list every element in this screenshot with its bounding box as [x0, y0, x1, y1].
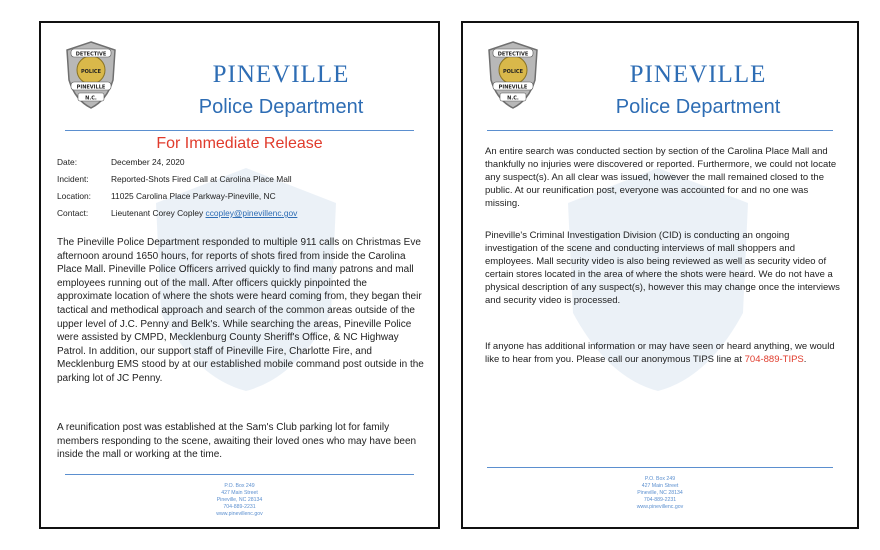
brand-name: PINEVILLE	[212, 61, 350, 88]
footer-address	[41, 483, 438, 518]
meta-label: Incident:	[57, 174, 89, 184]
detective-badge-logo	[63, 40, 119, 110]
badge-state-text: N.C.	[85, 95, 97, 102]
meta-label: Contact:	[57, 208, 89, 218]
footer-divider	[65, 474, 414, 475]
badge-middle-text: POLICE	[80, 69, 102, 75]
footer-line: Pineville, NC 28134	[216, 497, 263, 503]
footer-line: www.pinevillenc.gov	[636, 504, 684, 510]
contact-email-link[interactable]: ccopley@pinevillenc.gov	[205, 208, 298, 218]
brand-department: Police Department	[198, 96, 364, 118]
footer-address	[463, 476, 857, 511]
header-divider	[65, 130, 414, 131]
body-paragraph: An entire search was conducted section by section of the Carolina Place Mall and thankfully no injuries were discovered or reported. Furthermore, we could not locate any suspect(s). An all clear was issued, however the mall remained closed to the public. At our reunification post, everyone was accounted for and no one was missing.	[485, 146, 837, 209]
header-divider	[487, 130, 833, 131]
footer-line: www.pinevillenc.gov	[216, 511, 263, 517]
tips-suffix: .	[803, 354, 807, 365]
detective-badge-logo	[485, 40, 541, 110]
brand-department: Police Department	[615, 96, 781, 118]
contact-name: Lieutenant Corey Copley	[111, 208, 204, 218]
body-paragraph: A reunification post was established at the Sam's Club parking lot for family members responding to the scene, awaiting their loved ones who may have been inside the mall or working at the time.	[57, 422, 417, 461]
press-release-page-1	[39, 21, 440, 529]
badge-bottom-text: PINEVILLE	[498, 84, 528, 91]
meta-value	[111, 208, 297, 218]
tips-intro-text: If anyone has additional information or may have seen or heard anything, we would like to hear from you. Please call our anonymous TIPS line at	[485, 341, 835, 365]
badge-top-text: DETECTIVE	[75, 51, 107, 58]
badge-bottom-text: PINEVILLE	[76, 84, 106, 91]
meta-value: Reported-Shots Fired Call at Carolina Place Mall	[111, 174, 292, 184]
meta-value: December 24, 2020	[111, 157, 185, 167]
footer-line: P.O. Box 249	[224, 483, 255, 489]
body-paragraph: The Pineville Police Department responded to multiple 911 calls on Christmas Eve afternoon around 1650 hours, for reports of shots fired from inside the Carolina Place Mall. Pineville Police Officers arrived quickly to find many patrons and mall employees running out of the mall. After officers quickly pinpointed the approximate location of where the shots were heard coming from, they began their tactical and methodical approach and search of the common areas outside of the upper level of J.C. Penny and Belk's. While searching the areas, Pineville Police were assisted by CMPD, Mecklenburg County Sheriff's Office, & NC Highway Patrol. In addition, our support staff of Pineville Fire, Charlotte Fire, and Mecklenburg EMS stood by at our established mobile command post outside in the parking lot of JC Penny.	[57, 237, 424, 384]
tips-phone-number: 704-889-TIPS	[744, 354, 804, 365]
badge-top-text: DETECTIVE	[497, 51, 529, 58]
release-heading: For Immediate Release	[156, 135, 323, 152]
brand-name: PINEVILLE	[629, 61, 767, 88]
meta-label: Date:	[57, 157, 78, 167]
badge-middle-text: POLICE	[502, 69, 524, 75]
badge-state-text: N.C.	[507, 95, 519, 102]
body-paragraph: Pineville's Criminal Investigation Division (CID) is conducting an ongoing investigation of the scene and conducting interviews of mall shoppers and employees. Mall security video is also being reviewed as well as security video of certain stores located in the area of where the shots were heard. We do not have a physical description of any suspect(s), however this may change once the interviews and security video is processed.	[485, 230, 840, 306]
body-paragraph	[485, 340, 843, 366]
footer-line: 427 Main Street	[641, 483, 679, 489]
meta-label: Location:	[57, 191, 91, 201]
footer-line: 704-889-2231	[643, 497, 677, 503]
meta-value: 11025 Carolina Place Parkway-Pineville, NC	[111, 191, 276, 201]
footer-line: P.O. Box 249	[644, 476, 676, 482]
footer-line: Pineville, NC 28134	[637, 490, 683, 496]
footer-line: 704-889-2231	[223, 504, 256, 510]
press-release-page-2	[461, 21, 859, 529]
footer-line: 427 Main Street	[221, 490, 258, 496]
footer-divider	[487, 467, 833, 468]
